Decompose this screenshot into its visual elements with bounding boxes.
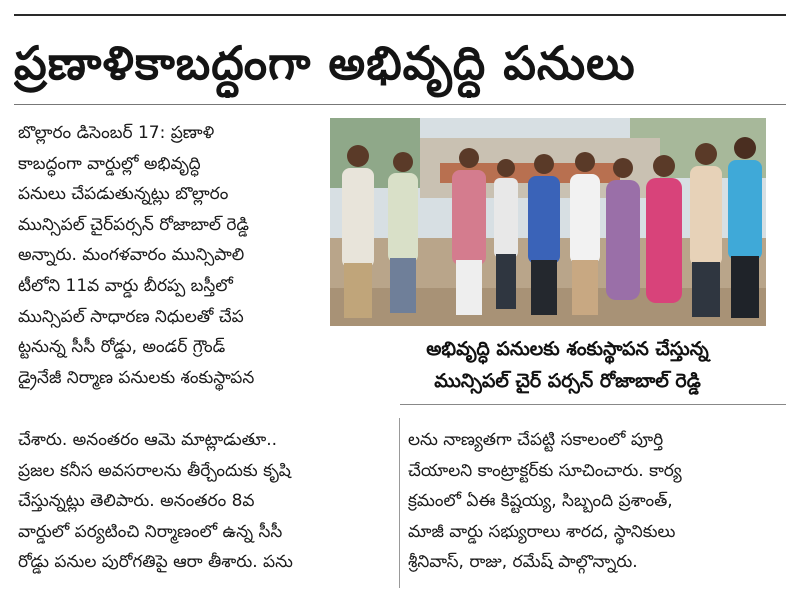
- column-divider: [399, 418, 400, 588]
- photo-illustration: [330, 118, 766, 326]
- left-line: చేశారు. అనంతరం ఆమె మాట్లాడుతూ..: [18, 430, 277, 450]
- right-line: చేయాలని కాంట్రాక్టర్‌కు సూచించారు. కార్య: [408, 460, 682, 481]
- right-line: మాజీ వార్డు సభ్యురాలు శారద, స్థానికులు: [408, 521, 676, 542]
- top-rule: [14, 14, 786, 16]
- headline-underline: [14, 104, 786, 105]
- left-line: బొల్లారం డిసెంబర్ 17: ప్రణాళి: [18, 123, 215, 143]
- left-line: డ్రైనేజీ నిర్మాణ పనులకు శంకుస్థాపన: [18, 367, 255, 388]
- news-photo: [330, 118, 766, 326]
- right-line: శ్రీనివాస్, రాజు, రమేష్ పాల్గొన్నారు.: [408, 552, 638, 573]
- left-line: మున్సిపల్ చైర్‌పర్సన్ రోజాబాల్ రెడ్డి: [18, 214, 250, 235]
- left-line: పనులు చేపడుతున్నట్లు బొల్లారం: [18, 184, 229, 205]
- left-line: మున్సిపల్ సాధారణ నిధులతో చేప: [18, 306, 244, 327]
- left-line: చేస్తున్నట్లు తెలిపారు. అనంతరం 8వ: [18, 491, 255, 512]
- left-line: ప్రజల కనీస అవసరాలను తీర్చేందుకు కృషి: [18, 460, 291, 481]
- right-column: [408, 425, 786, 578]
- headline: ప్రణాళికాబద్ధంగా అభివృద్ధి పనులు: [14, 36, 636, 90]
- left-line: వార్డులో పర్యటించి నిర్మాణంలో ఉన్న సీసీ: [18, 521, 283, 542]
- left-line: ట్టనున్న సీసీ రోడ్డు, అండర్ గ్రౌండ్: [18, 337, 226, 358]
- left-line: టీలోని 11వ వార్డు బీరప్ప బస్తీలో: [18, 275, 233, 296]
- left-column-lower: [18, 425, 390, 578]
- left-column: [18, 118, 323, 393]
- left-line: రోడ్డు పనుల పురోగతిపై ఆరా తీశారు. పను: [18, 552, 293, 573]
- right-line: లను నాణ్యతగా చేపట్టి సకాలంలో పూర్తి: [408, 430, 664, 450]
- caption-line: మున్సిపల్ చైర్ పర్సన్ రోజాబాల్ రెడ్డి: [434, 370, 701, 392]
- photo-caption: [375, 333, 760, 397]
- left-line: కాబద్ధంగా వార్డుల్లో అభివృద్ధి: [18, 153, 201, 174]
- caption-line: అభివృద్ధి పనులకు శంకుస్థాపన చేస్తున్న: [426, 338, 709, 360]
- caption-divider: [400, 404, 786, 405]
- left-line: అన్నారు. మంగళవారం మున్సిపాలి: [18, 245, 245, 266]
- right-line: క్రమంలో ఏఈ కిష్టయ్య, సిబ్బంది ప్రశాంత్,: [408, 491, 673, 512]
